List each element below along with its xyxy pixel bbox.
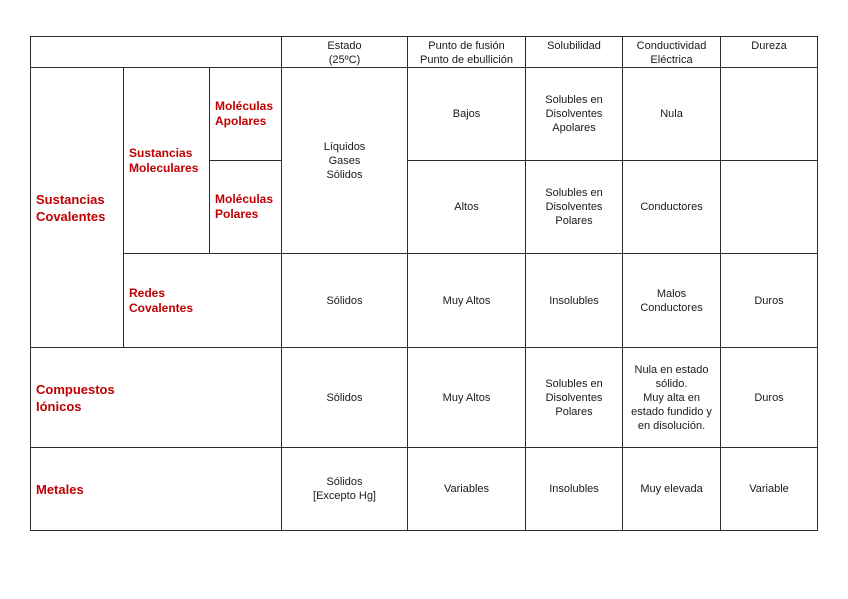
- cell-apolares-dureza: [721, 68, 818, 161]
- label-moleculas-apolares: Moléculas Apolares: [210, 68, 282, 161]
- row-metales: [31, 448, 818, 531]
- header-row: [31, 37, 818, 68]
- cell-polares-conductividad: Conductores: [623, 161, 721, 254]
- cell-apolares-solubilidad: Solubles en Disolventes Apolares: [526, 68, 623, 161]
- cell-ionicos-conductividad: Nula en estado sólido. Muy alta en estado fundido y en disolución.: [623, 348, 721, 448]
- label-metales: Metales: [31, 448, 282, 531]
- header-solubilidad: Solubilidad: [526, 37, 623, 68]
- cell-metales-conductividad: Muy elevada: [623, 448, 721, 531]
- header-estado: Estado (25ºC): [282, 37, 408, 68]
- cell-polares-fusion: Altos: [408, 161, 526, 254]
- label-redes-covalentes: Redes Covalentes: [124, 254, 282, 348]
- cell-ionicos-estado: Sólidos: [282, 348, 408, 448]
- properties-table: [30, 36, 818, 531]
- cell-ionicos-fusion: Muy Altos: [408, 348, 526, 448]
- header-empty-cell: [31, 37, 282, 68]
- header-dureza: Dureza: [721, 37, 818, 68]
- row-redes-covalentes: [31, 254, 818, 348]
- label-sustancias-covalentes: Sustancias Covalentes: [31, 68, 124, 348]
- label-sustancias-moleculares: Sustancias Moleculares: [124, 68, 210, 254]
- row-moleculas-apolares: [31, 68, 818, 161]
- cell-apolares-conductividad: Nula: [623, 68, 721, 161]
- label-compuestos-ionicos: Compuestos Iónicos: [31, 348, 282, 448]
- cell-polares-dureza: [721, 161, 818, 254]
- cell-ionicos-dureza: Duros: [721, 348, 818, 448]
- header-punto-fusion: Punto de fusión Punto de ebullición: [408, 37, 526, 68]
- cell-moleculares-estado: Líquidos Gases Sólidos: [282, 68, 408, 254]
- header-conductividad: Conductividad Eléctrica: [623, 37, 721, 68]
- cell-apolares-fusion: Bajos: [408, 68, 526, 161]
- cell-redes-solubilidad: Insolubles: [526, 254, 623, 348]
- row-compuestos-ionicos: [31, 348, 818, 448]
- cell-redes-estado: Sólidos: [282, 254, 408, 348]
- cell-redes-conductividad: Malos Conductores: [623, 254, 721, 348]
- cell-polares-solubilidad: Solubles en Disolventes Polares: [526, 161, 623, 254]
- cell-metales-fusion: Variables: [408, 448, 526, 531]
- cell-redes-dureza: Duros: [721, 254, 818, 348]
- label-moleculas-polares: Moléculas Polares: [210, 161, 282, 254]
- cell-ionicos-solubilidad: Solubles en Disolventes Polares: [526, 348, 623, 448]
- cell-redes-fusion: Muy Altos: [408, 254, 526, 348]
- cell-metales-estado: Sólidos [Excepto Hg]: [282, 448, 408, 531]
- cell-metales-solubilidad: Insolubles: [526, 448, 623, 531]
- cell-metales-dureza: Variable: [721, 448, 818, 531]
